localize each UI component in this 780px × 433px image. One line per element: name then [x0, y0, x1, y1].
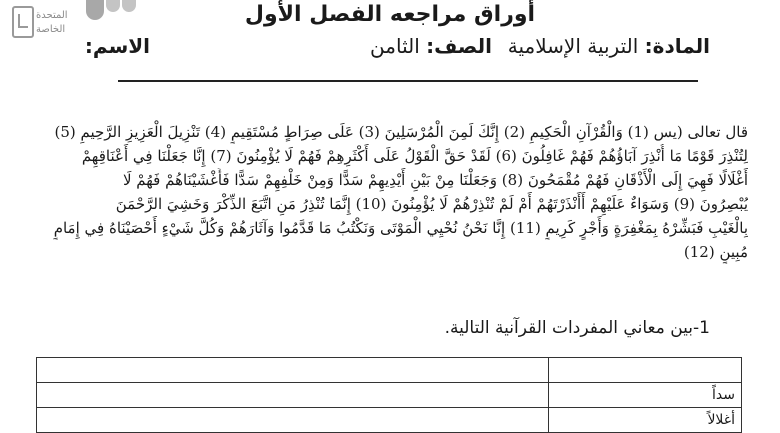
- name-field: [85, 34, 150, 58]
- passage-line: مُبِينٍ (12): [683, 243, 748, 261]
- name-label: الاسم:: [84, 34, 150, 58]
- question-1-prompt: 1-بين معاني المفردات القرآنية التالية.: [444, 318, 710, 338]
- logo-text-line1: المتحدة: [36, 10, 68, 21]
- passage-line: بِالْغَيْبِ فَبَشِّرْهُ بِمَغْفِرَةٍ وَأَجْرٍ كَرِيمٍ (11) إِنَّا نَحْنُ نُحْيِي الْمَوْتَى وَنَكْتُبُ مَا قَدَّمُوا وَآثَارَهُمْ وَكُلَّ شَيْءٍ أَحْصَيْنَاهُ فِي إِمَامٍ: [53, 219, 748, 237]
- word-cell: سداً: [549, 383, 742, 408]
- meaning-cell[interactable]: [37, 408, 549, 433]
- grade-label: الصف:: [426, 34, 492, 58]
- header-divider: [118, 80, 698, 82]
- grade-field: [370, 34, 492, 58]
- passage-line: قال تعالى (يس (1) وَالْقُرْآنِ الْحَكِيمِ (2) إِنَّكَ لَمِنَ الْمُرْسَلِينَ (3) عَلَى صِرَاطٍ مُسْتَقِيمٍ (4) تَنْزِيلَ الْعَزِيزِ الرَّحِيمِ (5): [54, 123, 748, 141]
- meaning-cell[interactable]: [37, 358, 549, 383]
- grade-value: الثامن: [370, 34, 420, 58]
- subject-label: المادة:: [644, 34, 710, 58]
- passage-line: لِتُنْذِرَ قَوْمًا مَا أُنْذِرَ آبَاؤُهُمْ فَهُمْ غَافِلُونَ (6) لَقَدْ حَقَّ الْقَوْلُ عَلَى أَكْثَرِهِمْ فَهُمْ لَا يُؤْمِنُونَ (7) إِنَّا جَعَلْنَا فِي أَعْنَاقِهِمْ: [81, 147, 748, 165]
- passage-line: يُبْصِرُونَ (9) وَسَوَاءٌ عَلَيْهِمْ أَأَنْذَرْتَهُمْ أَمْ لَمْ تُنْذِرْهُمْ لَا يُؤْمِنُونَ (10) إِنَّمَا تُنْذِرُ مَنِ اتَّبَعَ الذِّكْرَ وَخَشِيَ الرَّحْمَنَ: [115, 195, 748, 213]
- passage-line: أَغْلَالًا فَهِيَ إِلَى الْأَذْقَانِ فَهُمْ مُقْمَحُونَ (8) وَجَعَلْنَا مِنْ بَيْنِ أَيْدِيهِمْ سَدًّا وَمِنْ خَلْفِهِمْ سَدًّا فَأَغْشَيْنَاهُمْ فَهُمْ لَا: [122, 171, 748, 189]
- vocab-table: [36, 357, 742, 433]
- word-cell: [549, 358, 742, 383]
- meaning-cell[interactable]: [37, 383, 549, 408]
- logo-text-line2: الخاصة: [36, 24, 66, 35]
- quran-passage: [36, 120, 748, 264]
- table-row: [37, 358, 742, 383]
- subject-field: [508, 34, 710, 58]
- table-row: [37, 383, 742, 408]
- page-title: أوراق مراجعه الفصل الأول: [244, 2, 536, 27]
- subject-value: التربية الإسلامية: [507, 34, 639, 58]
- table-row: [37, 408, 742, 433]
- word-cell: أغلالاً: [549, 408, 742, 433]
